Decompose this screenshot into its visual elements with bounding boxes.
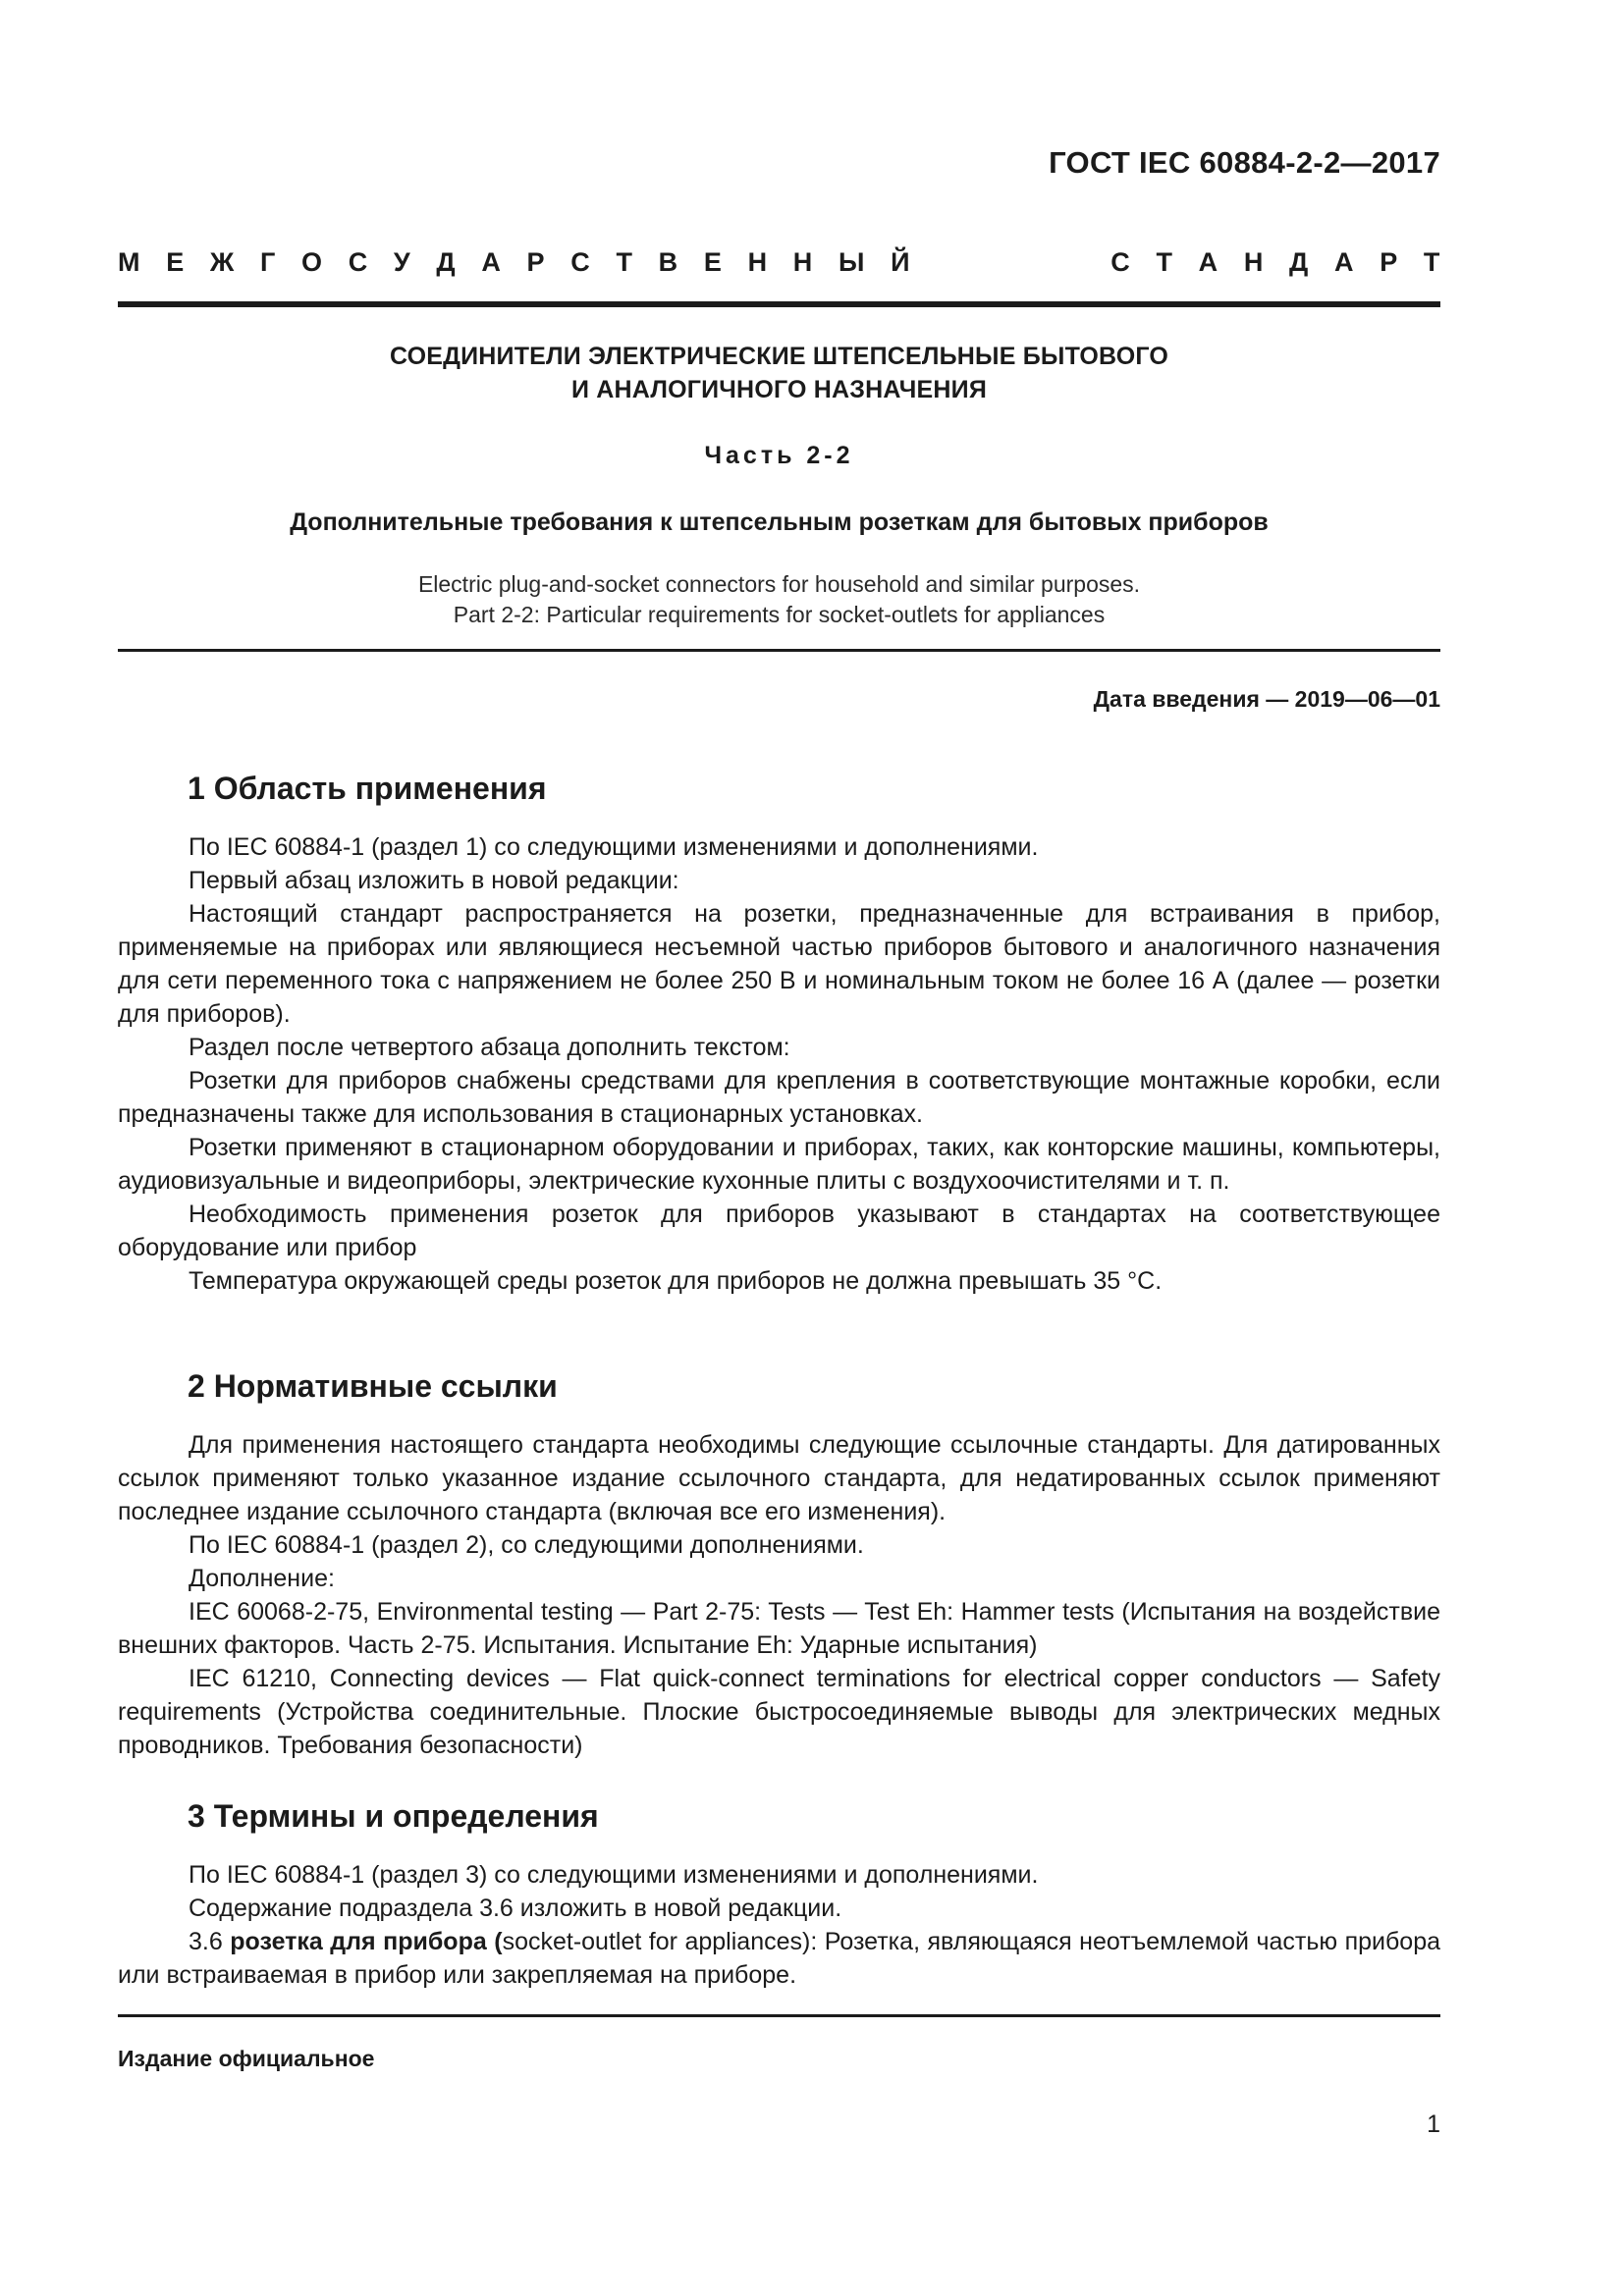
header-rule bbox=[118, 301, 1440, 307]
term-number: 3.6 bbox=[189, 1928, 223, 1955]
interstate-word: М Е Ж Г О С У Д А Р С Т В Е Н Н Ы Й bbox=[118, 247, 911, 277]
paragraph: Необходимость применения розеток для приборов указывают в стандартах на соответствующее оборудование или прибор bbox=[118, 1201, 1440, 1261]
document-number: ГОСТ IEC 60884-2-2—2017 bbox=[1049, 145, 1440, 180]
paragraph: Содержание подраздела 3.6 изложить в новой редакции. bbox=[189, 1895, 842, 1922]
part-number: Часть 2-2 bbox=[704, 442, 854, 469]
english-title-line-1: Electric plug-and-socket connectors for household and similar purposes. bbox=[417, 571, 1141, 597]
paragraph: Температура окружающей среды розеток для приборов не должна превышать 35 °С. bbox=[189, 1267, 1163, 1295]
paragraph: Дополнение: bbox=[189, 1565, 335, 1592]
title-line-1: СОЕДИНИТЕЛИ ЭЛЕКТРИЧЕСКИЕ ШТЕПСЕЛЬНЫЕ БЫТОВОГО bbox=[389, 343, 1169, 370]
paragraph: Розетки для приборов снабжены средствами для крепления в соответствующие монтажные коробки, если предназначены также для использования в стационарных установках. bbox=[118, 1067, 1440, 1128]
section-body bbox=[118, 1428, 1440, 1762]
paragraph: IEC 61210, Connecting devices — Flat quick-connect terminations for electrical copper conductors — Safety requirements (Устройства соединительные. Плоские быстросоединяемые выводы для электрических медных проводников. Требования безопасности) bbox=[118, 1665, 1440, 1759]
introduction-date: Дата введения — 2019—06—01 bbox=[1093, 686, 1440, 712]
paragraph: Раздел после четвертого абзаца дополнить текстом: bbox=[189, 1034, 790, 1061]
section-heading: 2 Нормативные ссылки bbox=[188, 1368, 558, 1404]
document-subtitle: Дополнительные требования к штепсельным розеткам для бытовых приборов bbox=[290, 508, 1269, 536]
interstate-standard-heading bbox=[118, 247, 1440, 278]
section-heading: 1 Область применения bbox=[188, 771, 547, 806]
paragraph: Настоящий стандарт распространяется на розетки, предназначенные для встраивания в прибор, применяемые на приборах или являющиеся несъемной частью приборов бытового и аналогичного назначения для сети переменного тока с напряжением не более 250 В и номинальным током не более 16 А (далее — розетки для приборов). bbox=[118, 900, 1440, 1028]
section-body bbox=[118, 1858, 1440, 1992]
paragraph: Розетки применяют в стационарном оборудовании и приборах, таких, как конторские машины, компьютеры, аудиовизуальные и видеоприборы, электрические кухонные плиты с воздухоочистителями и т. п. bbox=[118, 1134, 1440, 1195]
english-title bbox=[118, 569, 1440, 630]
footer-rule bbox=[118, 2014, 1440, 2017]
term-english: socket-outlet for appliances): bbox=[502, 1928, 818, 1955]
term-definition bbox=[118, 1925, 1440, 1992]
english-title-line-2: Part 2-2: Particular requirements for socket-outlets for appliances bbox=[453, 602, 1106, 627]
paragraph: IEC 60068-2-75, Environmental testing — Part 2-75: Tests — Test Eh: Hammer tests (Испытания на воздействие внешних факторов. Часть 2-75. Испытания. Испытание Eh: Ударные испытания) bbox=[118, 1598, 1440, 1659]
document-title bbox=[118, 340, 1440, 406]
term-name: розетка для прибора ( bbox=[230, 1928, 503, 1955]
paragraph: Для применения настоящего стандарта необходимы следующие ссылочные стандарты. Для датированных ссылок применяют только указанное издание ссылочного стандарта, для недатированных ссылок применяют последнее издание ссылочного стандарта (включая все его изменения). bbox=[118, 1431, 1440, 1525]
section-heading: 3 Термины и определения bbox=[188, 1798, 599, 1834]
paragraph: По IEC 60884-1 (раздел 3) со следующими изменениями и дополнениями. bbox=[189, 1861, 1039, 1889]
official-edition-label: Издание официальное bbox=[118, 2046, 375, 2071]
title-line-2: И АНАЛОГИЧНОГО НАЗНАЧЕНИЯ bbox=[570, 376, 988, 403]
section-body bbox=[118, 830, 1440, 1298]
paragraph: Первый абзац изложить в новой редакции: bbox=[189, 867, 679, 894]
paragraph: По IEC 60884-1 (раздел 1) со следующими изменениями и дополнениями. bbox=[189, 833, 1039, 861]
page-number: 1 bbox=[1427, 2110, 1440, 2138]
paragraph: По IEC 60884-1 (раздел 2), со следующими дополнениями. bbox=[189, 1531, 864, 1559]
term-text: Розетка, являющаяся неотъемлемой частью прибора или встраиваемая в прибор или закрепляемая на приборе. bbox=[118, 1928, 1441, 1989]
standard-word: С Т А Н Д А Р Т bbox=[1110, 247, 1440, 277]
title-rule bbox=[118, 649, 1440, 652]
